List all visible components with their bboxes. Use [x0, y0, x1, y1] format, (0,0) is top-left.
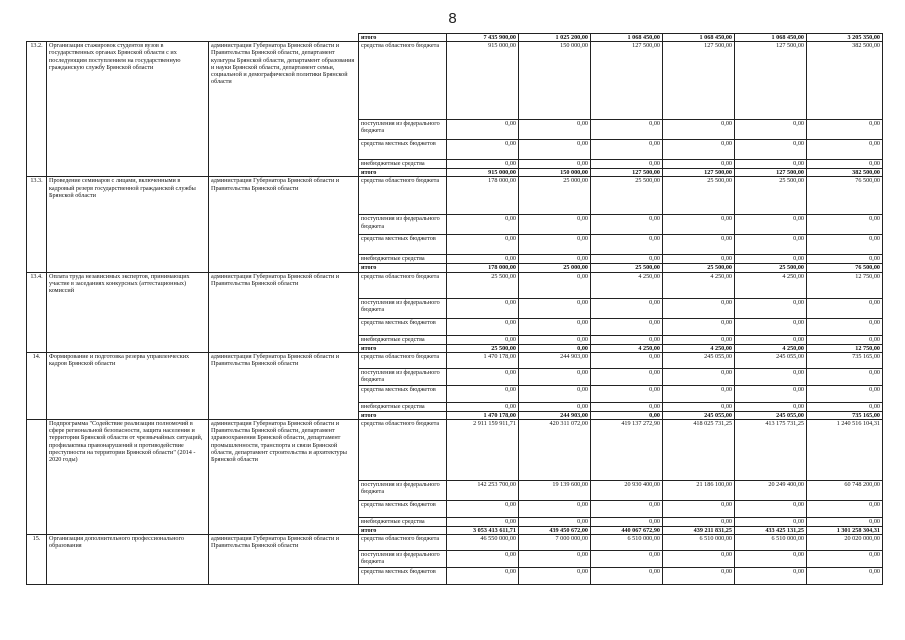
amount-cell: 0,00 — [447, 255, 519, 264]
amount-cell: 0,00 — [807, 551, 883, 568]
amount-cell: 0,00 — [663, 518, 735, 527]
amount-cell: 245 055,00 — [663, 352, 735, 368]
item-executor: администрация Губернатора Брянской области и Правительства Брянской области — [209, 535, 359, 585]
amount-cell: 0,00 — [663, 140, 735, 160]
source-label: внебюджетные средства — [359, 402, 447, 411]
amount-cell: 0,00 — [735, 501, 807, 518]
amount-cell: 0,00 — [663, 318, 735, 335]
amount-cell: 0,00 — [447, 501, 519, 518]
amount-cell: 76 500,00 — [807, 177, 883, 215]
amount-cell: 433 425 131,25 — [735, 527, 807, 535]
amount-cell: 0,00 — [807, 335, 883, 344]
amount-cell: 0,00 — [519, 368, 591, 385]
amount-cell: 245 055,00 — [663, 411, 735, 419]
amount-cell: 439 450 672,00 — [519, 527, 591, 535]
source-label: средства областного бюджета — [359, 535, 447, 551]
blank-cell — [27, 34, 359, 42]
amount-cell: 244 903,00 — [519, 352, 591, 368]
source-label: поступления из федерального бюджета — [359, 120, 447, 140]
amount-cell: 0,00 — [447, 568, 519, 585]
amount-cell: 0,00 — [807, 235, 883, 255]
item-index — [27, 420, 47, 535]
amount-cell: 25 000,00 — [519, 177, 591, 215]
amount-cell: 25 500,00 — [663, 177, 735, 215]
amount-cell: 3 053 413 611,71 — [447, 527, 519, 535]
source-label: средства областного бюджета — [359, 272, 447, 298]
amount-cell: 0,00 — [735, 335, 807, 344]
amount-cell: 0,00 — [519, 518, 591, 527]
amount-cell: 25 500,00 — [447, 272, 519, 298]
amount-cell: 1 301 258 304,31 — [807, 527, 883, 535]
item-index: 13.3. — [27, 177, 47, 272]
amount-cell: 0,00 — [591, 411, 663, 419]
amount-cell: 0,00 — [735, 385, 807, 402]
source-label: средства местных бюджетов — [359, 385, 447, 402]
amount-cell: 4 250,00 — [663, 344, 735, 352]
amount-cell: 439 211 831,25 — [663, 527, 735, 535]
amount-cell: 0,00 — [447, 140, 519, 160]
source-label: поступления из федерального бюджета — [359, 298, 447, 318]
amount-cell: 0,00 — [663, 298, 735, 318]
amount-cell: 0,00 — [735, 215, 807, 235]
amount-cell: 0,00 — [807, 501, 883, 518]
item-index: 15. — [27, 535, 47, 585]
amount-cell: 0,00 — [447, 335, 519, 344]
amount-cell: 0,00 — [447, 518, 519, 527]
source-label: итого — [359, 527, 447, 535]
amount-cell: 0,00 — [735, 140, 807, 160]
amount-cell: 25 500,00 — [735, 264, 807, 272]
budget-table — [26, 33, 883, 585]
amount-cell: 245 055,00 — [735, 352, 807, 368]
amount-cell: 0,00 — [591, 368, 663, 385]
amount-cell: 150 000,00 — [519, 169, 591, 177]
source-label: внебюджетные средства — [359, 335, 447, 344]
amount-cell: 127 500,00 — [591, 169, 663, 177]
amount-cell: 244 903,00 — [519, 411, 591, 419]
item-name: Проведение семинаров с лицами, включенными в кадровый резерв государственной гражданской службы Брянской области — [47, 177, 209, 272]
amount-cell: 0,00 — [663, 235, 735, 255]
amount-cell: 413 175 731,25 — [735, 420, 807, 481]
amount-cell: 20 020 000,00 — [807, 535, 883, 551]
table-row — [27, 420, 883, 481]
amount-cell: 0,00 — [807, 160, 883, 169]
amount-cell: 420 311 072,00 — [519, 420, 591, 481]
amount-cell: 0,00 — [807, 255, 883, 264]
amount-cell: 0,00 — [591, 501, 663, 518]
amount-cell: 3 205 350,00 — [807, 34, 883, 42]
amount-cell: 76 500,00 — [807, 264, 883, 272]
item-executor: администрация Губернатора Брянской области и Правительства Брянской области — [209, 177, 359, 272]
amount-cell: 0,00 — [591, 120, 663, 140]
source-label: поступления из федерального бюджета — [359, 215, 447, 235]
amount-cell: 0,00 — [447, 235, 519, 255]
amount-cell: 0,00 — [663, 335, 735, 344]
amount-cell: 0,00 — [447, 120, 519, 140]
amount-cell: 21 186 100,00 — [663, 481, 735, 501]
item-executor: администрация Губернатора Брянской области и Правительства Брянской области, департамент культуры Брянской области, департамент образования и науки Брянской области, департамент семьи, социальной и демографической политики Брянской области — [209, 42, 359, 177]
amount-cell: 735 165,00 — [807, 411, 883, 419]
amount-cell: 6 510 000,00 — [663, 535, 735, 551]
source-label: поступления из федерального бюджета — [359, 368, 447, 385]
source-label: итого — [359, 169, 447, 177]
amount-cell: 6 510 000,00 — [735, 535, 807, 551]
source-label: средства областного бюджета — [359, 177, 447, 215]
amount-cell: 25 500,00 — [735, 177, 807, 215]
amount-cell: 0,00 — [663, 402, 735, 411]
item-executor: администрация Губернатора Брянской области и Правительства Брянской области, департамент здравоохранения Брянской области, департамент промышленности, транспорта и связи Брянской области, департамент строительства и архитектуры Брянской области — [209, 420, 359, 535]
source-label: внебюджетные средства — [359, 518, 447, 527]
amount-cell: 19 139 600,00 — [519, 481, 591, 501]
source-label: средства областного бюджета — [359, 352, 447, 368]
amount-cell: 0,00 — [591, 235, 663, 255]
source-label: средства местных бюджетов — [359, 318, 447, 335]
amount-cell: 915 000,00 — [447, 169, 519, 177]
amount-cell: 0,00 — [447, 402, 519, 411]
amount-cell: 127 500,00 — [591, 42, 663, 120]
amount-cell: 0,00 — [591, 318, 663, 335]
source-label: итого — [359, 411, 447, 419]
table-row — [27, 42, 883, 120]
amount-cell: 382 500,00 — [807, 42, 883, 120]
amount-cell: 7 000 000,00 — [519, 535, 591, 551]
amount-cell: 20 930 400,00 — [591, 481, 663, 501]
source-label: средства местных бюджетов — [359, 501, 447, 518]
amount-cell: 0,00 — [807, 385, 883, 402]
source-label: внебюджетные средства — [359, 255, 447, 264]
amount-cell: 735 165,00 — [807, 352, 883, 368]
amount-cell: 0,00 — [519, 140, 591, 160]
amount-cell: 0,00 — [519, 385, 591, 402]
amount-cell: 0,00 — [735, 160, 807, 169]
amount-cell: 25 500,00 — [663, 264, 735, 272]
amount-cell: 0,00 — [663, 120, 735, 140]
amount-cell: 142 253 700,00 — [447, 481, 519, 501]
amount-cell: 0,00 — [519, 318, 591, 335]
top-total-row — [27, 34, 883, 42]
amount-cell: 4 250,00 — [735, 344, 807, 352]
amount-cell: 0,00 — [807, 120, 883, 140]
amount-cell: 25 500,00 — [591, 264, 663, 272]
amount-cell: 0,00 — [807, 568, 883, 585]
amount-cell: 0,00 — [591, 298, 663, 318]
amount-cell: 0,00 — [447, 551, 519, 568]
amount-cell: 0,00 — [519, 568, 591, 585]
source-label: средства местных бюджетов — [359, 140, 447, 160]
amount-cell: 4 250,00 — [591, 272, 663, 298]
amount-cell: 0,00 — [807, 298, 883, 318]
amount-cell: 1 470 178,00 — [447, 411, 519, 419]
item-name: Формирование и подготовка резерва управленческих кадров Брянской области — [47, 352, 209, 419]
amount-cell: 0,00 — [807, 215, 883, 235]
amount-cell: 0,00 — [519, 120, 591, 140]
amount-cell: 0,00 — [735, 298, 807, 318]
amount-cell: 12 750,00 — [807, 272, 883, 298]
item-name: Организация дополнительного профессионального образования — [47, 535, 209, 585]
amount-cell: 127 500,00 — [663, 169, 735, 177]
amount-cell: 0,00 — [519, 551, 591, 568]
amount-cell: 20 249 400,00 — [735, 481, 807, 501]
table-row — [27, 272, 883, 298]
amount-cell: 915 000,00 — [447, 42, 519, 120]
amount-cell: 1 068 450,00 — [735, 34, 807, 42]
source-label: поступления из федерального бюджета — [359, 481, 447, 501]
amount-cell: 0,00 — [735, 518, 807, 527]
amount-cell: 0,00 — [663, 215, 735, 235]
amount-cell: 178 000,00 — [447, 177, 519, 215]
item-executor: администрация Губернатора Брянской области и Правительства Брянской области — [209, 352, 359, 419]
amount-cell: 0,00 — [807, 140, 883, 160]
amount-cell: 0,00 — [519, 501, 591, 518]
amount-cell: 0,00 — [807, 518, 883, 527]
amount-cell: 0,00 — [519, 335, 591, 344]
amount-cell: 0,00 — [519, 344, 591, 352]
amount-cell: 127 500,00 — [663, 42, 735, 120]
amount-cell: 25 500,00 — [591, 177, 663, 215]
amount-cell: 1 025 200,00 — [519, 34, 591, 42]
amount-cell: 418 025 731,25 — [663, 420, 735, 481]
item-index: 13.2. — [27, 42, 47, 177]
amount-cell: 0,00 — [735, 235, 807, 255]
amount-cell: 127 500,00 — [735, 169, 807, 177]
amount-cell: 0,00 — [735, 120, 807, 140]
amount-cell: 150 000,00 — [519, 42, 591, 120]
amount-cell: 127 500,00 — [735, 42, 807, 120]
amount-cell: 0,00 — [735, 318, 807, 335]
amount-cell: 440 067 672,90 — [591, 527, 663, 535]
amount-cell: 0,00 — [591, 518, 663, 527]
amount-cell: 0,00 — [519, 215, 591, 235]
amount-cell: 0,00 — [735, 255, 807, 264]
amount-cell: 0,00 — [663, 160, 735, 169]
amount-cell: 46 550 000,00 — [447, 535, 519, 551]
amount-cell: 0,00 — [591, 551, 663, 568]
amount-cell: 0,00 — [519, 272, 591, 298]
amount-cell: 1 068 450,00 — [591, 34, 663, 42]
amount-cell: 0,00 — [807, 368, 883, 385]
source-label: итого — [359, 264, 447, 272]
table-row — [27, 535, 883, 551]
amount-cell: 0,00 — [663, 568, 735, 585]
amount-cell: 0,00 — [591, 385, 663, 402]
source-label: средства местных бюджетов — [359, 235, 447, 255]
amount-cell: 0,00 — [663, 255, 735, 264]
amount-cell: 1 068 450,00 — [663, 34, 735, 42]
amount-cell: 245 055,00 — [735, 411, 807, 419]
amount-cell: 4 250,00 — [663, 272, 735, 298]
source-label: средства областного бюджета — [359, 42, 447, 120]
amount-cell: 6 510 000,00 — [591, 535, 663, 551]
amount-cell: 0,00 — [735, 368, 807, 385]
amount-cell: 0,00 — [519, 160, 591, 169]
source-label: итого — [359, 344, 447, 352]
amount-cell: 0,00 — [663, 368, 735, 385]
amount-cell: 0,00 — [735, 568, 807, 585]
source-label: внебюджетные средства — [359, 160, 447, 169]
amount-cell: 0,00 — [447, 368, 519, 385]
amount-cell: 0,00 — [519, 298, 591, 318]
source-label: поступления из федерального бюджета — [359, 551, 447, 568]
amount-cell: 419 137 272,90 — [591, 420, 663, 481]
amount-cell: 0,00 — [447, 215, 519, 235]
amount-cell: 0,00 — [663, 501, 735, 518]
amount-cell: 25 000,00 — [519, 264, 591, 272]
item-name: Оплата труда независимых экспертов, принимающих участие в заседаниях конкурсных (аттестационных) комиссий — [47, 272, 209, 352]
table-row — [27, 177, 883, 215]
amount-cell: 0,00 — [591, 568, 663, 585]
amount-cell: 0,00 — [519, 402, 591, 411]
source-label: средства местных бюджетов — [359, 568, 447, 585]
amount-cell: 0,00 — [807, 318, 883, 335]
amount-cell: 2 911 159 911,71 — [447, 420, 519, 481]
amount-cell: 0,00 — [735, 551, 807, 568]
amount-cell: 382 500,00 — [807, 169, 883, 177]
amount-cell: 0,00 — [519, 235, 591, 255]
source-label: итого — [359, 34, 447, 42]
amount-cell: 0,00 — [447, 385, 519, 402]
amount-cell: 0,00 — [663, 551, 735, 568]
amount-cell: 0,00 — [591, 215, 663, 235]
amount-cell: 0,00 — [447, 160, 519, 169]
amount-cell: 0,00 — [807, 402, 883, 411]
amount-cell: 0,00 — [591, 140, 663, 160]
item-name: Организация стажировок студентов вузов в государственных органах Брянской области с их последующим поступлением на государственную гражданскую службу Брянской области — [47, 42, 209, 177]
amount-cell: 0,00 — [447, 318, 519, 335]
amount-cell: 0,00 — [591, 160, 663, 169]
amount-cell: 0,00 — [591, 255, 663, 264]
amount-cell: 12 750,00 — [807, 344, 883, 352]
amount-cell: 0,00 — [591, 352, 663, 368]
page-number: 8 — [448, 10, 457, 27]
amount-cell: 1 470 178,00 — [447, 352, 519, 368]
amount-cell: 60 748 200,00 — [807, 481, 883, 501]
amount-cell: 1 240 516 104,31 — [807, 420, 883, 481]
amount-cell: 0,00 — [735, 402, 807, 411]
amount-cell: 0,00 — [591, 402, 663, 411]
amount-cell: 0,00 — [447, 298, 519, 318]
amount-cell: 0,00 — [663, 385, 735, 402]
amount-cell: 4 250,00 — [735, 272, 807, 298]
table-row — [27, 352, 883, 368]
amount-cell: 178 000,00 — [447, 264, 519, 272]
amount-cell: 0,00 — [591, 335, 663, 344]
amount-cell: 7 435 900,00 — [447, 34, 519, 42]
item-index: 13.4. — [27, 272, 47, 352]
amount-cell: 4 250,00 — [591, 344, 663, 352]
amount-cell: 0,00 — [519, 255, 591, 264]
item-index: 14. — [27, 352, 47, 419]
item-executor: администрация Губернатора Брянской области и Правительства Брянской области — [209, 272, 359, 352]
item-name: Подпрограмма "Содействие реализации полномочий в сфере региональной безопасности, защита населения и территории Брянской области от чрезвычайных ситуаций, профилактика правонарушений и противодействие преступности на территории Брянской области" (2014 - 2020 годы) — [47, 420, 209, 535]
source-label: средства областного бюджета — [359, 420, 447, 481]
amount-cell: 25 500,00 — [447, 344, 519, 352]
